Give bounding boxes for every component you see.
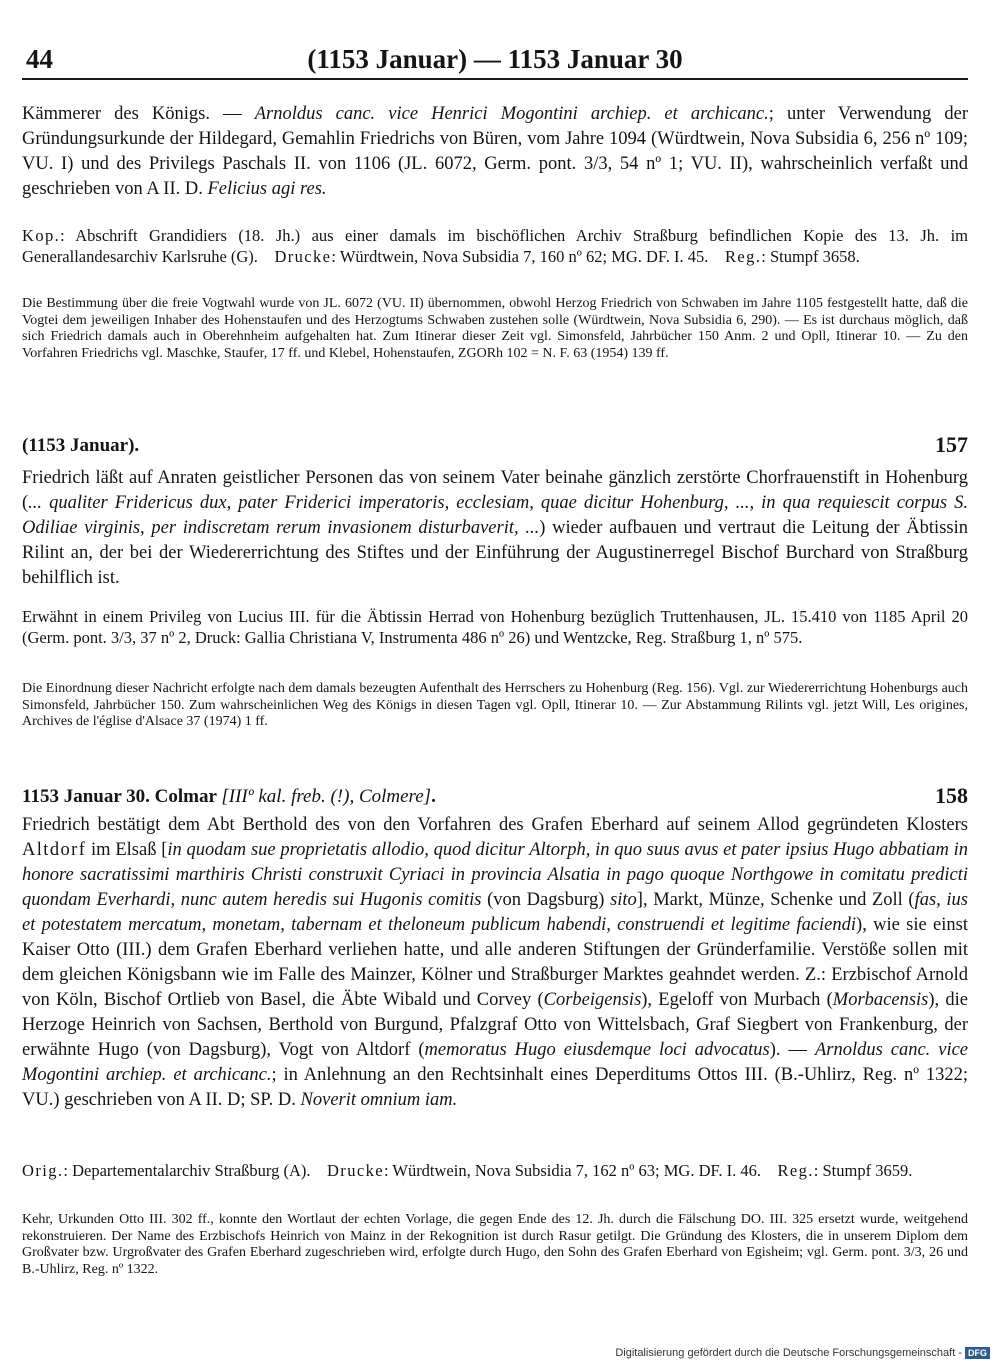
prev-entry-note: Die Bestimmung über die freie Vogtwahl wurde von JL. 6072 (VU. II) übernommen, obwohl Herzog Friedrich von Schwaben im Jahre 1105 festgestellt hatte, daß die Vogtei dem jeweiligen Inhaber des Hohenstaufen und des Herzogtums Schwaben zustehen solle (Würdtwein, Nova Subsidia 6, 290). — Es ist durchaus möglich, daß sich Friedrich damals auch in Oberehnheim aufgehalten hat. Zum Itinerar dieser Zeit vgl. Simonsfeld, Jahrbücher 150 Anm. 2 und Opll, Itinerar 10. — Zu den Vorfahren Friedrichs vgl. Maschke, Staufer, 17 ff. und Klebel, Hohenstaufen, ZGORh 102 = N. F. 63 (1954) 139 ff. bbox=[22, 296, 968, 361]
prev-entry-body bbox=[22, 102, 968, 202]
entry-158-date bbox=[22, 786, 436, 808]
entry-quote: Morbacensis bbox=[832, 990, 929, 1010]
reg-text: : Stumpf 3659. bbox=[813, 1161, 913, 1180]
entry-157-number: 157 bbox=[935, 432, 968, 457]
entry-157-date: (1153 Januar). bbox=[22, 435, 140, 456]
entry-quote: in quodam sue proprietatis allodio, quod dicitur Altorph, in quo suus avus et pater ipsius Hugo abbatiam in honore sacratissimi marthiris Christi construxit Cyriaci in provincia Alsatia in pago quoque Northgowe in comitatu predicti quondam Everhardi, nunc autem heredis sui Hugonis comitis bbox=[22, 840, 968, 910]
page-title: (1153 Januar) — 1153 Januar 30 bbox=[307, 44, 683, 74]
place-name: Altdorf bbox=[22, 840, 87, 860]
prev-text-italic: Arnoldus canc. vice Henrici Mogontini archiep. et archicanc. bbox=[254, 104, 769, 124]
entry-text: (von Dagsburg) bbox=[481, 890, 611, 910]
kop-label: Kop. bbox=[22, 226, 61, 245]
entry-157-heading bbox=[22, 432, 968, 460]
prev-incipit: Felicius agi res. bbox=[207, 179, 327, 199]
entry-text: ), die Herzoge Heinrich von Sachsen, Berthold von Burgund, Pfalzgraf Otto von Wittelsbach, Graf Siegbert von Frankenburg, der erwähnte Hugo (von Dagsburg), Vogt von Altdorf ( bbox=[22, 990, 968, 1060]
date-original: [IIIº kal. freb. (!), Colmere] bbox=[221, 786, 432, 807]
dfg-logo: DFG bbox=[965, 1347, 990, 1359]
entry-text: Friedrich läßt auf Anraten geistlicher Personen das von seinem Vater beinahe gänzlich zerstörte Chorfrauenstift in Hohenburg ( bbox=[22, 468, 968, 513]
entry-text: ], Markt, Münze, Schenke und Zoll ( bbox=[636, 890, 915, 910]
entry-157-sources: Erwähnt in einem Privileg von Lucius III. für die Äbtissin Herrad von Hohenburg bezüglich Truttenhausen, JL. 15.410 von 1185 April 20 (Germ. pont. 3/3, 37 nº 2, Druck: Gallia Christiana V, Instrumenta 486 nº 26) und Wentzcke, Reg. Straßburg 1, nº 575. bbox=[22, 607, 968, 647]
date-text: 1153 Januar 30. Colmar bbox=[22, 786, 222, 807]
reg-label: Reg. bbox=[724, 247, 762, 266]
entry-text: ), Egeloff von Murbach ( bbox=[641, 990, 833, 1010]
entry-158-sources bbox=[22, 1160, 968, 1181]
reg-label: Reg. bbox=[777, 1161, 814, 1180]
entry-quote: memoratus Hugo eiusdemque loci advocatus bbox=[424, 1040, 770, 1060]
page-number: 44 bbox=[26, 44, 53, 74]
footer-text: Digitalisierung gefördert durch die Deutsche Forschungsgemeinschaft - bbox=[615, 1347, 962, 1359]
entry-158-note: Kehr, Urkunden Otto III. 302 ff., konnte den Wortlaut der echten Vorlage, die gegen Ende des 12. Jh. durch die Fälschung DO. III. 325 ersetzt wurde, weitgehend rekonstruieren. Der Name des Erzbischofs Heinrich von Mainz in der Rekognition ist durch Rasur getilgt. Die Gründung des Klosters, die in unserem Diplom dem Großvater bzw. Urgroßvater des Grafen Eberhard zugeschrieben wird, erfolgte durch Hugo, den Sohn des Grafen Eberhard von Egisheim; vgl. Germ. pont. 3/3, 26 und B.-Uhlirz, Reg. nº 1322. bbox=[22, 1212, 968, 1277]
drucke-text: : Würdtwein, Nova Subsidia 7, 162 nº 63; MG. DF. I. 46. bbox=[383, 1161, 761, 1180]
entry-text: ). — bbox=[769, 1040, 815, 1060]
entry-quote: sito bbox=[610, 890, 637, 910]
kop-text: : Abschrift Grandidiers (18. Jh.) aus einer damals im bischöflichen Archiv Straßburg befindlichen Kopie des 13. Jh. im Generallandesarchiv Karlsruhe (G). bbox=[22, 226, 968, 266]
entry-quote: Arnoldus canc. vice Mogontini archiep. et archicanc. bbox=[22, 1040, 968, 1085]
entry-text: im Elsaß [ bbox=[86, 840, 168, 860]
orig-text: : Departementalarchiv Straßburg (A). bbox=[63, 1161, 311, 1180]
entry-158-number: 158 bbox=[935, 783, 968, 808]
entry-158-heading bbox=[22, 783, 968, 811]
entry-text: ), wie sie einst Kaiser Otto (III.) dem Grafen Eberhard verliehen hatte, und alle anderen Stiftungen der Gründerfamilie. Verstöße sollen mit dem gleichen Königsbann wie im Falle des Mainzer, Kölner und Straßburger Marktes geahndet werden. Z.: Erzbischof Arnold von Köln, Bischof Ortlieb von Basel, die Äbte Wibald und Corvey ( bbox=[22, 915, 968, 1010]
entry-quote: fas, ius et potestatem mercatum, monetam, tabernam et theloneum publicum habendi, construendi et legitime faciendi bbox=[22, 890, 968, 935]
prev-text: ; unter Verwendung der Gründungsurkunde der Hildegard, Gemahlin Friedrichs von Büren, vom Jahre 1094 (Würdtwein, Nova Subsidia 6, 256 nº 109; VU. I) und des Privilegs Paschals II. von 1106 (JL. 6072, Germ. pont. 3/3, 54 nº 1; VU. II), wahrscheinlich verfaßt und geschrieben von A II. D. bbox=[22, 104, 968, 199]
running-header bbox=[22, 38, 968, 80]
entry-text: ; in Anlehnung an den Rechtsinhalt eines Deperditums Ottos III. (B.-Uhlirz, Reg. nº 1322; VU.) geschrieben von A II. D; SP. D. bbox=[22, 1065, 968, 1110]
entry-157-note: Die Einordnung dieser Nachricht erfolgte nach dem damals bezeugten Aufenthalt des Herrschers zu Hohenburg (Reg. 156). Vgl. zur Wiedererrichtung Hohenburgs auch Simonsfeld, Jahrbücher 150. Zum wahrscheinlichen Weg des Königs in diesen Tagen vgl. Opll, Itinerar 10. — Zur Abstammung Rilints vgl. jetzt Will, Les origines, Archives de l'église d'Alsace 37 (1974) 1 ff. bbox=[22, 681, 968, 729]
entry-incipit: Noverit omnium iam. bbox=[300, 1090, 458, 1110]
entry-157-body bbox=[22, 466, 968, 591]
dfg-footer bbox=[615, 1347, 990, 1359]
prev-entry-sources bbox=[22, 225, 968, 267]
drucke-label: Drucke bbox=[326, 1161, 384, 1180]
entry-quote: Corbeigensis bbox=[543, 990, 642, 1010]
drucke-label: Drucke bbox=[274, 247, 332, 266]
orig-label: Orig. bbox=[22, 1161, 64, 1180]
drucke-text: : Würdtwein, Nova Subsidia 7, 160 nº 62; MG. DF. I. 45. bbox=[331, 247, 709, 266]
entry-158-body bbox=[22, 813, 968, 1113]
entry-text: ) wieder aufbauen und vertraut die Leitung der Äbtissin Rilint an, der bei der Wiedererrichtung des Stiftes und der Einführung der Augustinerregel Bischof Burchard von Straßburg behilflich ist. bbox=[22, 518, 968, 588]
prev-text: Kämmerer des Königs. — bbox=[22, 104, 255, 124]
date-end: . bbox=[431, 786, 436, 807]
entry-text: Friedrich bestätigt dem Abt Berthold des von den Vorfahren des Grafen Eberhard auf seinem Allod gegründeten Klosters bbox=[22, 815, 968, 835]
entry-quote: ... qualiter Fridericus dux, pater Friderici imperatoris, ecclesiam, quae dicitur Hohenburg, ..., in qua requiescit corpus S. Odiliae virginis, per indiscretam rerum invasionem disturbaverit, ... bbox=[22, 493, 968, 538]
reg-text: : Stumpf 3658. bbox=[761, 247, 860, 266]
